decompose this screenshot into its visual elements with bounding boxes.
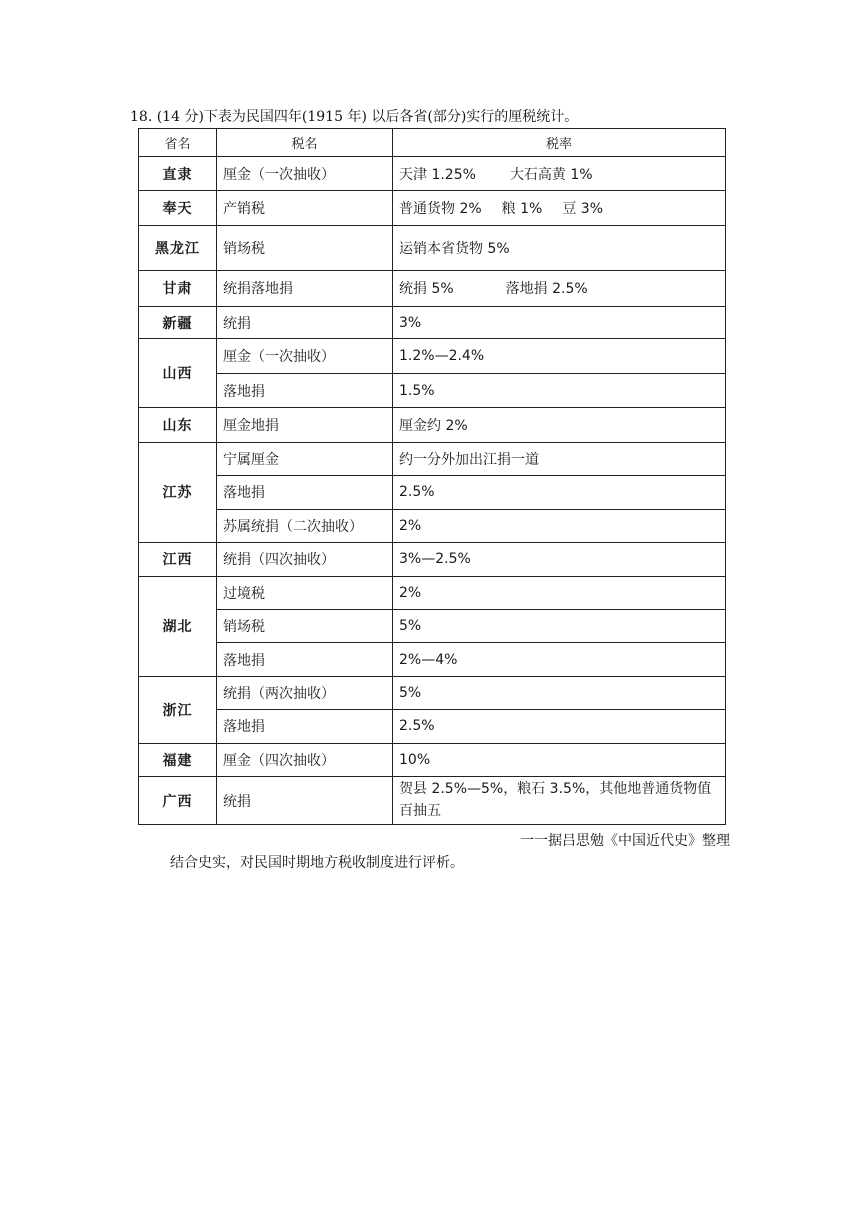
- rate-item: 落地捐 2.5%: [505, 281, 588, 298]
- table-row: [139, 306, 726, 338]
- tax-rate-cell: 10%: [393, 743, 726, 776]
- province-cell: 直隶: [139, 157, 217, 191]
- question-stem: 18. (14 分)下表为民国四年(1915 年) 以后各省(部分)实行的厘税统计。: [130, 109, 579, 125]
- table-row: [139, 710, 726, 743]
- header-tax-rate: 税率: [393, 129, 726, 157]
- province-cell: 江苏: [139, 442, 217, 542]
- province-cell: 奉天: [139, 191, 217, 225]
- tax-name-cell: 厘金（一次抽收）: [217, 339, 393, 373]
- header-province: 省名: [139, 129, 217, 157]
- rate-item: 普通货物 2%: [399, 201, 482, 218]
- rate-item: 大石高黄 1%: [509, 166, 593, 183]
- tax-rate-cell: 贺县 2.5%—5%，粮石 3.5%，其他地普通货物值百抽五: [393, 777, 726, 825]
- province-cell: 新疆: [139, 306, 217, 338]
- province-cell: 江西: [139, 543, 217, 576]
- province-cell: 黑龙江: [139, 225, 217, 270]
- table-row: [139, 743, 726, 776]
- tax-name-cell: 统捐（四次抽收）: [217, 543, 393, 576]
- table-row: [139, 777, 726, 825]
- question-prompt: 结合史实，对民国时期地方税收制度进行评析。: [170, 855, 464, 871]
- tax-name-cell: 厘金地捐: [217, 408, 393, 442]
- rate-item: 统捐 5%: [399, 281, 454, 298]
- tax-rate-cell: 5%: [393, 609, 726, 642]
- tax-table-container: [138, 128, 726, 825]
- tax-rate-cell: [393, 191, 726, 225]
- table-row: [139, 191, 726, 225]
- tax-name-cell: 苏属统捐（二次抽收）: [217, 509, 393, 542]
- table-row: [139, 576, 726, 609]
- tax-rate-cell: 2%: [393, 576, 726, 609]
- tax-rate-cell: 1.2%—2.4%: [393, 339, 726, 373]
- source-citation: 一一据吕思勉《中国近代史》整理: [520, 833, 730, 849]
- tax-name-cell: 统捐: [217, 777, 393, 825]
- tax-rate-cell: 运销本省货物 5%: [393, 225, 726, 270]
- table-row: [139, 373, 726, 407]
- province-cell: 山西: [139, 339, 217, 408]
- tax-table: [138, 128, 726, 825]
- rate-item: 豆 3%: [562, 201, 604, 218]
- tax-name-cell: 销场税: [217, 225, 393, 270]
- province-cell: 山东: [139, 408, 217, 442]
- tax-rate-cell: 3%—2.5%: [393, 543, 726, 576]
- tax-rate-cell: 5%: [393, 676, 726, 709]
- table-row: [139, 509, 726, 542]
- tax-name-cell: 统捐（两次抽收）: [217, 676, 393, 709]
- table-row: [139, 476, 726, 509]
- tax-rate-cell: 2%: [393, 509, 726, 542]
- table-row: [139, 157, 726, 191]
- tax-rate-cell: 1.5%: [393, 373, 726, 407]
- province-cell: 湖北: [139, 576, 217, 676]
- tax-name-cell: 厘金（一次抽收）: [217, 157, 393, 191]
- tax-rate-cell: 2.5%: [393, 710, 726, 743]
- tax-name-cell: 落地捐: [217, 373, 393, 407]
- table-row: [139, 609, 726, 642]
- tax-name-cell: 落地捐: [217, 643, 393, 676]
- table-row: [139, 442, 726, 475]
- tax-name-cell: 产销税: [217, 191, 393, 225]
- province-cell: 福建: [139, 743, 217, 776]
- table-row: [139, 643, 726, 676]
- province-cell: 广西: [139, 777, 217, 825]
- tax-name-cell: 统捐落地捐: [217, 270, 393, 306]
- header-tax-name: 税名: [217, 129, 393, 157]
- tax-name-cell: 统捐: [217, 306, 393, 338]
- tax-rate-cell: 厘金约 2%: [393, 408, 726, 442]
- table-row: [139, 339, 726, 373]
- province-cell: 浙江: [139, 676, 217, 743]
- tax-rate-cell: [393, 157, 726, 191]
- table-row: [139, 225, 726, 270]
- table-row: [139, 408, 726, 442]
- tax-name-cell: 落地捐: [217, 476, 393, 509]
- tax-name-cell: 落地捐: [217, 710, 393, 743]
- table-row: [139, 270, 726, 306]
- table-row: [139, 676, 726, 709]
- tax-rate-cell: 3%: [393, 306, 726, 338]
- rate-item: 天津 1.25%: [399, 166, 476, 183]
- tax-name-cell: 厘金（四次抽收）: [217, 743, 393, 776]
- tax-name-cell: 宁属厘金: [217, 442, 393, 475]
- tax-name-cell: 销场税: [217, 609, 393, 642]
- tax-rate-cell: [393, 270, 726, 306]
- province-cell: 甘肃: [139, 270, 217, 306]
- tax-name-cell: 过境税: [217, 576, 393, 609]
- tax-rate-cell: 2.5%: [393, 476, 726, 509]
- tax-rate-cell: 约一分外加出江捐一道: [393, 442, 726, 475]
- rate-item: 粮 1%: [501, 201, 543, 218]
- tax-rate-cell: 2%—4%: [393, 643, 726, 676]
- table-header-row: [139, 129, 726, 157]
- table-row: [139, 543, 726, 576]
